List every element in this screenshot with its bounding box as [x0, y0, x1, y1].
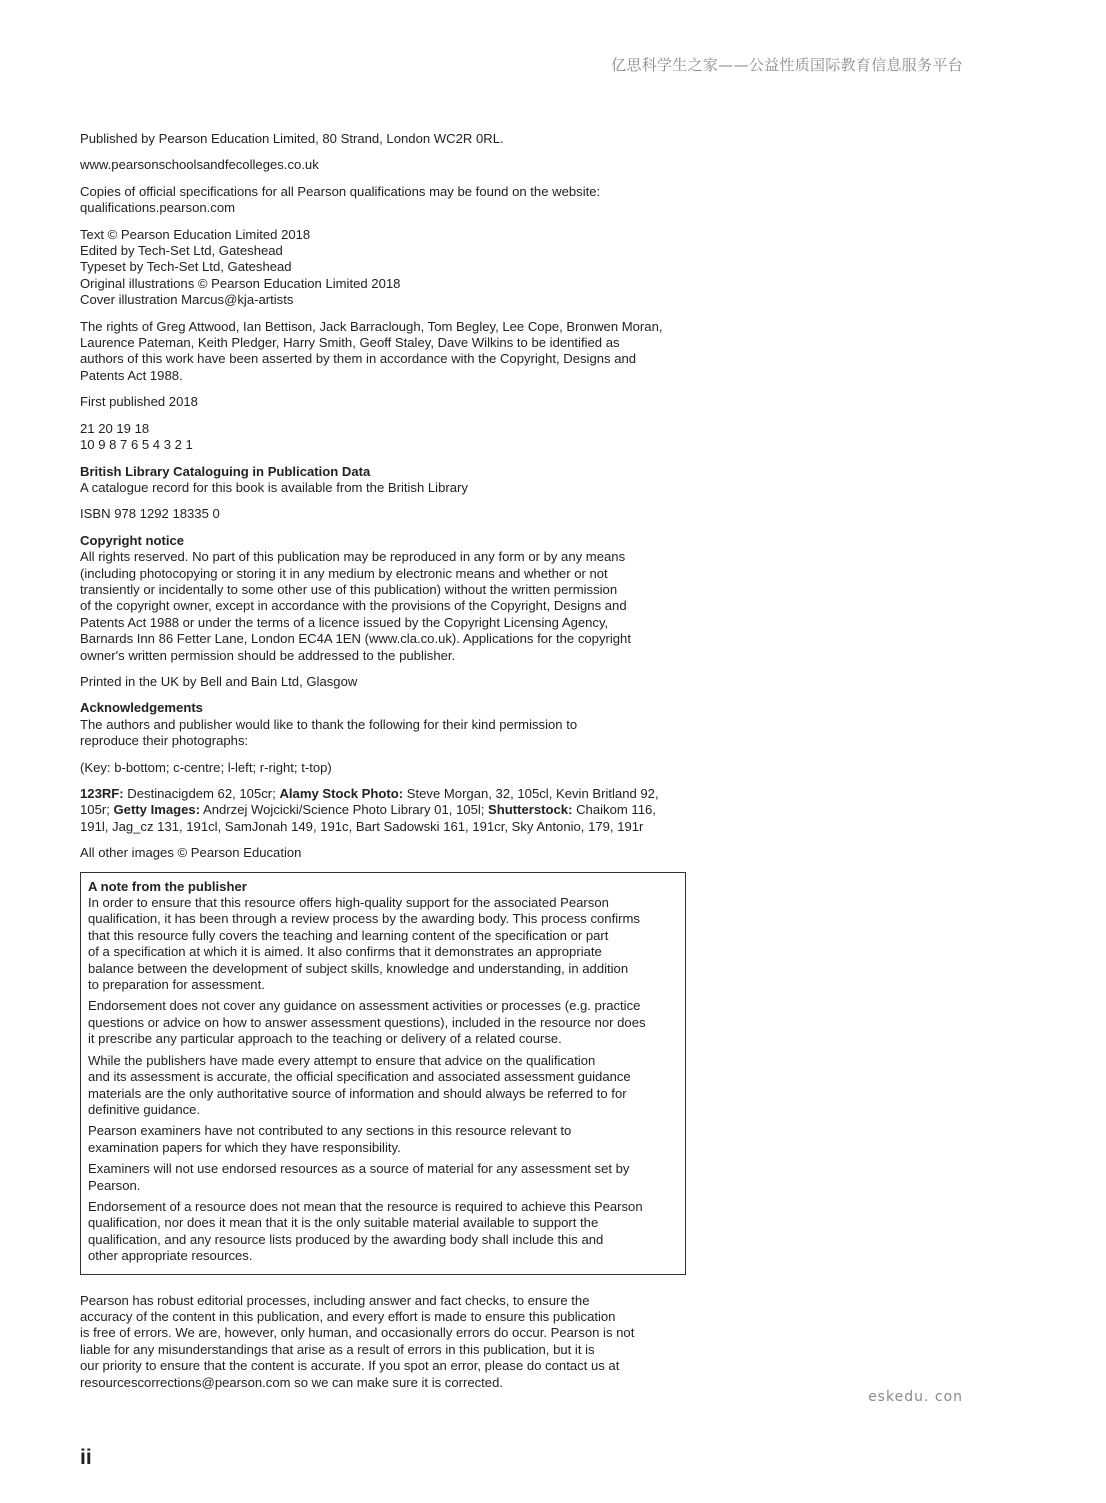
cip-data: [80, 464, 692, 497]
photo-credits: [80, 786, 692, 835]
publisher-note-para: [88, 998, 678, 1047]
photo-credits-line: [80, 786, 692, 802]
note-line: Pearson.: [88, 1177, 141, 1193]
first-published: First published 2018: [80, 394, 198, 410]
corrections-line: liable for any misunderstandings that arise as a result of errors in this publication, but it is: [80, 1341, 595, 1357]
note-line: it prescribe any particular approach to the teaching or delivery of a related course.: [88, 1031, 562, 1047]
published-by: Published by Pearson Education Limited, 80 Strand, London WC2R 0RL.: [80, 131, 504, 146]
note-line: other appropriate resources.: [88, 1248, 253, 1264]
corrections-line: Pearson has robust editorial processes, including answer and fact checks, to ensure the: [80, 1292, 590, 1308]
credits-block: [80, 227, 692, 309]
imprint-page-content: [80, 131, 692, 1401]
cip-text: A catalogue record for this book is available from the British Library: [80, 479, 468, 495]
printed-by: Printed in the UK by Bell and Bain Ltd, Glasgow: [80, 673, 358, 689]
note-line: qualification, it has been through a review process by the awarding body. This process confirms: [88, 911, 640, 927]
note-line: Pearson examiners have not contributed to any sections in this resource relevant to: [88, 1123, 572, 1139]
note-line: examination papers for which they have responsibility.: [88, 1139, 401, 1155]
copyright-line: (including photocopying or storing it in any medium by electronic means and whether or not: [80, 565, 608, 581]
note-line: qualification, and any resource lists produced by the awarding body shall include this and: [88, 1231, 604, 1247]
author-rights: [80, 319, 692, 385]
publisher-note-box: [80, 872, 686, 1275]
credit-line: Cover illustration Marcus@kja-artists: [80, 292, 294, 308]
corrections-line: is free of errors. We are, however, only human, and occasionally errors do occur. Pearson is not: [80, 1325, 635, 1341]
credit-line: Typeset by Tech-Set Ltd, Gateshead: [80, 259, 292, 275]
credit-source-label: 123RF:: [80, 786, 124, 801]
credit-line: Edited by Tech-Set Ltd, Gateshead: [80, 243, 283, 259]
page-number: ii: [80, 1446, 92, 1469]
note-line: questions or advice on how to answer assessment questions), included in the resource nor does: [88, 1014, 646, 1030]
note-line: While the publishers have made every attempt to ensure that advice on the qualification: [88, 1052, 596, 1068]
copyright-line: All rights reserved. No part of this publication may be reproduced in any form or by any means: [80, 549, 626, 565]
rights-line: Laurence Pateman, Keith Pledger, Harry Smith, Geoff Staley, Dave Wilkins to be identified as: [80, 335, 620, 351]
publisher-note-para: [88, 879, 678, 994]
publisher-note-para: [88, 1161, 678, 1194]
acknowledgements: [80, 700, 692, 749]
note-line: balance between the development of subject skills, knowledge and understanding, in addition: [88, 960, 629, 976]
acknowledgements-heading: Acknowledgements: [80, 700, 203, 716]
credit-source-label: Alamy Stock Photo:: [279, 786, 404, 801]
website-link[interactable]: www.pearsonschoolsandfecolleges.co.uk: [80, 157, 319, 173]
copyright-line: Barnards Inn 86 Fetter Lane, London EC4A 1EN (www.cla.co.uk). Applications for the copyright: [80, 631, 631, 647]
note-line: Examiners will not use endorsed resources as a source of material for any assessment set by: [88, 1161, 630, 1177]
qualifications-link[interactable]: qualifications.pearson.com: [80, 200, 236, 216]
print-years: 21 20 19 18: [80, 420, 150, 436]
credit-line: Text © Pearson Education Limited 2018: [80, 226, 311, 242]
copyright-line: Patents Act 1988 or under the terms of a licence issued by the Copyright Licensing Agency,: [80, 614, 609, 630]
watermark-top-text: 亿思科学生之家——公益性质国际教育信息服务平台: [611, 56, 963, 74]
credit-line: Original illustrations © Pearson Education Limited 2018: [80, 275, 401, 291]
corrections-line: resourcescorrections@pearson.com so we can make sure it is corrected.: [80, 1374, 504, 1390]
credit-source-label: Shutterstock:: [488, 802, 573, 818]
note-line: and its assessment is accurate, the official specification and associated assessment guidance: [88, 1069, 631, 1085]
publisher-note-para: [88, 1123, 678, 1156]
copyright-heading: Copyright notice: [80, 532, 185, 548]
rights-line: The rights of Greg Attwood, Ian Bettison, Jack Barraclough, Tom Begley, Lee Cope, Bronwen Moran,: [80, 318, 663, 334]
print-numbers: 10 9 8 7 6 5 4 3 2 1: [80, 437, 193, 453]
credit-source-label: Getty Images:: [113, 802, 201, 818]
note-line: of a specification at which it is aimed. It also confirms that it demonstrates an appropriate: [88, 944, 602, 960]
note-line: definitive guidance.: [88, 1101, 201, 1117]
rights-line: authors of this work have been asserted by them in accordance with the Copyright, Designs and: [80, 351, 637, 367]
other-images: All other images © Pearson Education: [80, 845, 302, 861]
publisher-note-para: [88, 1199, 678, 1265]
credit-source-text: 105r;: [80, 802, 114, 818]
cip-heading: British Library Cataloguing in Publication Data: [80, 463, 371, 479]
corrections-line: accuracy of the content in this publication, and every effort is made to ensure this publication: [80, 1308, 616, 1324]
rights-line: Patents Act 1988.: [80, 367, 183, 383]
corrections-line: our priority to ensure that the content is accurate. If you spot an error, please do contact us at: [80, 1358, 620, 1374]
copyright-line: transiently or incidentally to some other use of this publication) without the written permission: [80, 581, 618, 597]
photo-credits-line: [80, 802, 692, 818]
photo-credits-line: 191l, Jag_cz 131, 191cl, SamJonah 149, 191c, Bart Sadowski 161, 191cr, Sky Antonio, 179, 191r: [80, 818, 644, 834]
credit-source-text: Destinacigdem 62, 105cr;: [123, 786, 280, 801]
credit-source-text: Steve Morgan, 32, 105cl, Kevin Britland 92,: [403, 786, 659, 801]
credit-source-text: Chaikom 116,: [572, 802, 656, 818]
acknowledgements-line: The authors and publisher would like to thank the following for their kind permission to: [80, 716, 578, 732]
credit-source-text: Andrzej Wojcicki/Science Photo Library 01, 105l;: [200, 802, 489, 818]
publisher-note-para: [88, 1053, 678, 1119]
note-line: to preparation for assessment.: [88, 977, 265, 993]
specifications-line: Copies of official specifications for all Pearson qualifications may be found on the website:: [80, 183, 601, 199]
note-line: materials are the only authoritative source of information and should always be referred to for: [88, 1085, 627, 1101]
corrections-note: [80, 1293, 692, 1391]
copyright-line: of the copyright owner, except in accordance with the provisions of the Copyright, Designs and: [80, 598, 627, 614]
publisher-note-heading: A note from the publisher: [88, 878, 247, 894]
note-line: Endorsement of a resource does not mean that the resource is required to achieve this Pearson: [88, 1198, 643, 1214]
copyright-notice: [80, 533, 692, 664]
note-line: In order to ensure that this resource offers high-quality support for the associated Pearson: [88, 895, 609, 911]
isbn: ISBN 978 1292 18335 0: [80, 506, 220, 522]
specifications-note: [80, 184, 692, 217]
print-line: [80, 421, 692, 454]
note-line: Endorsement does not cover any guidance on assessment activities or processes (e.g. practice: [88, 998, 641, 1014]
watermark-bottom-text: eskedu. con: [868, 1389, 963, 1405]
copyright-line: owner's written permission should be addressed to the publisher.: [80, 647, 456, 663]
position-key: (Key: b-bottom; c-centre; l-left; r-right; t-top): [80, 759, 332, 775]
note-line: that this resource fully covers the teaching and learning content of the specification or part: [88, 927, 609, 943]
acknowledgements-line: reproduce their photographs:: [80, 733, 249, 749]
note-line: qualification, nor does it mean that it is the only suitable material available to support the: [88, 1215, 599, 1231]
